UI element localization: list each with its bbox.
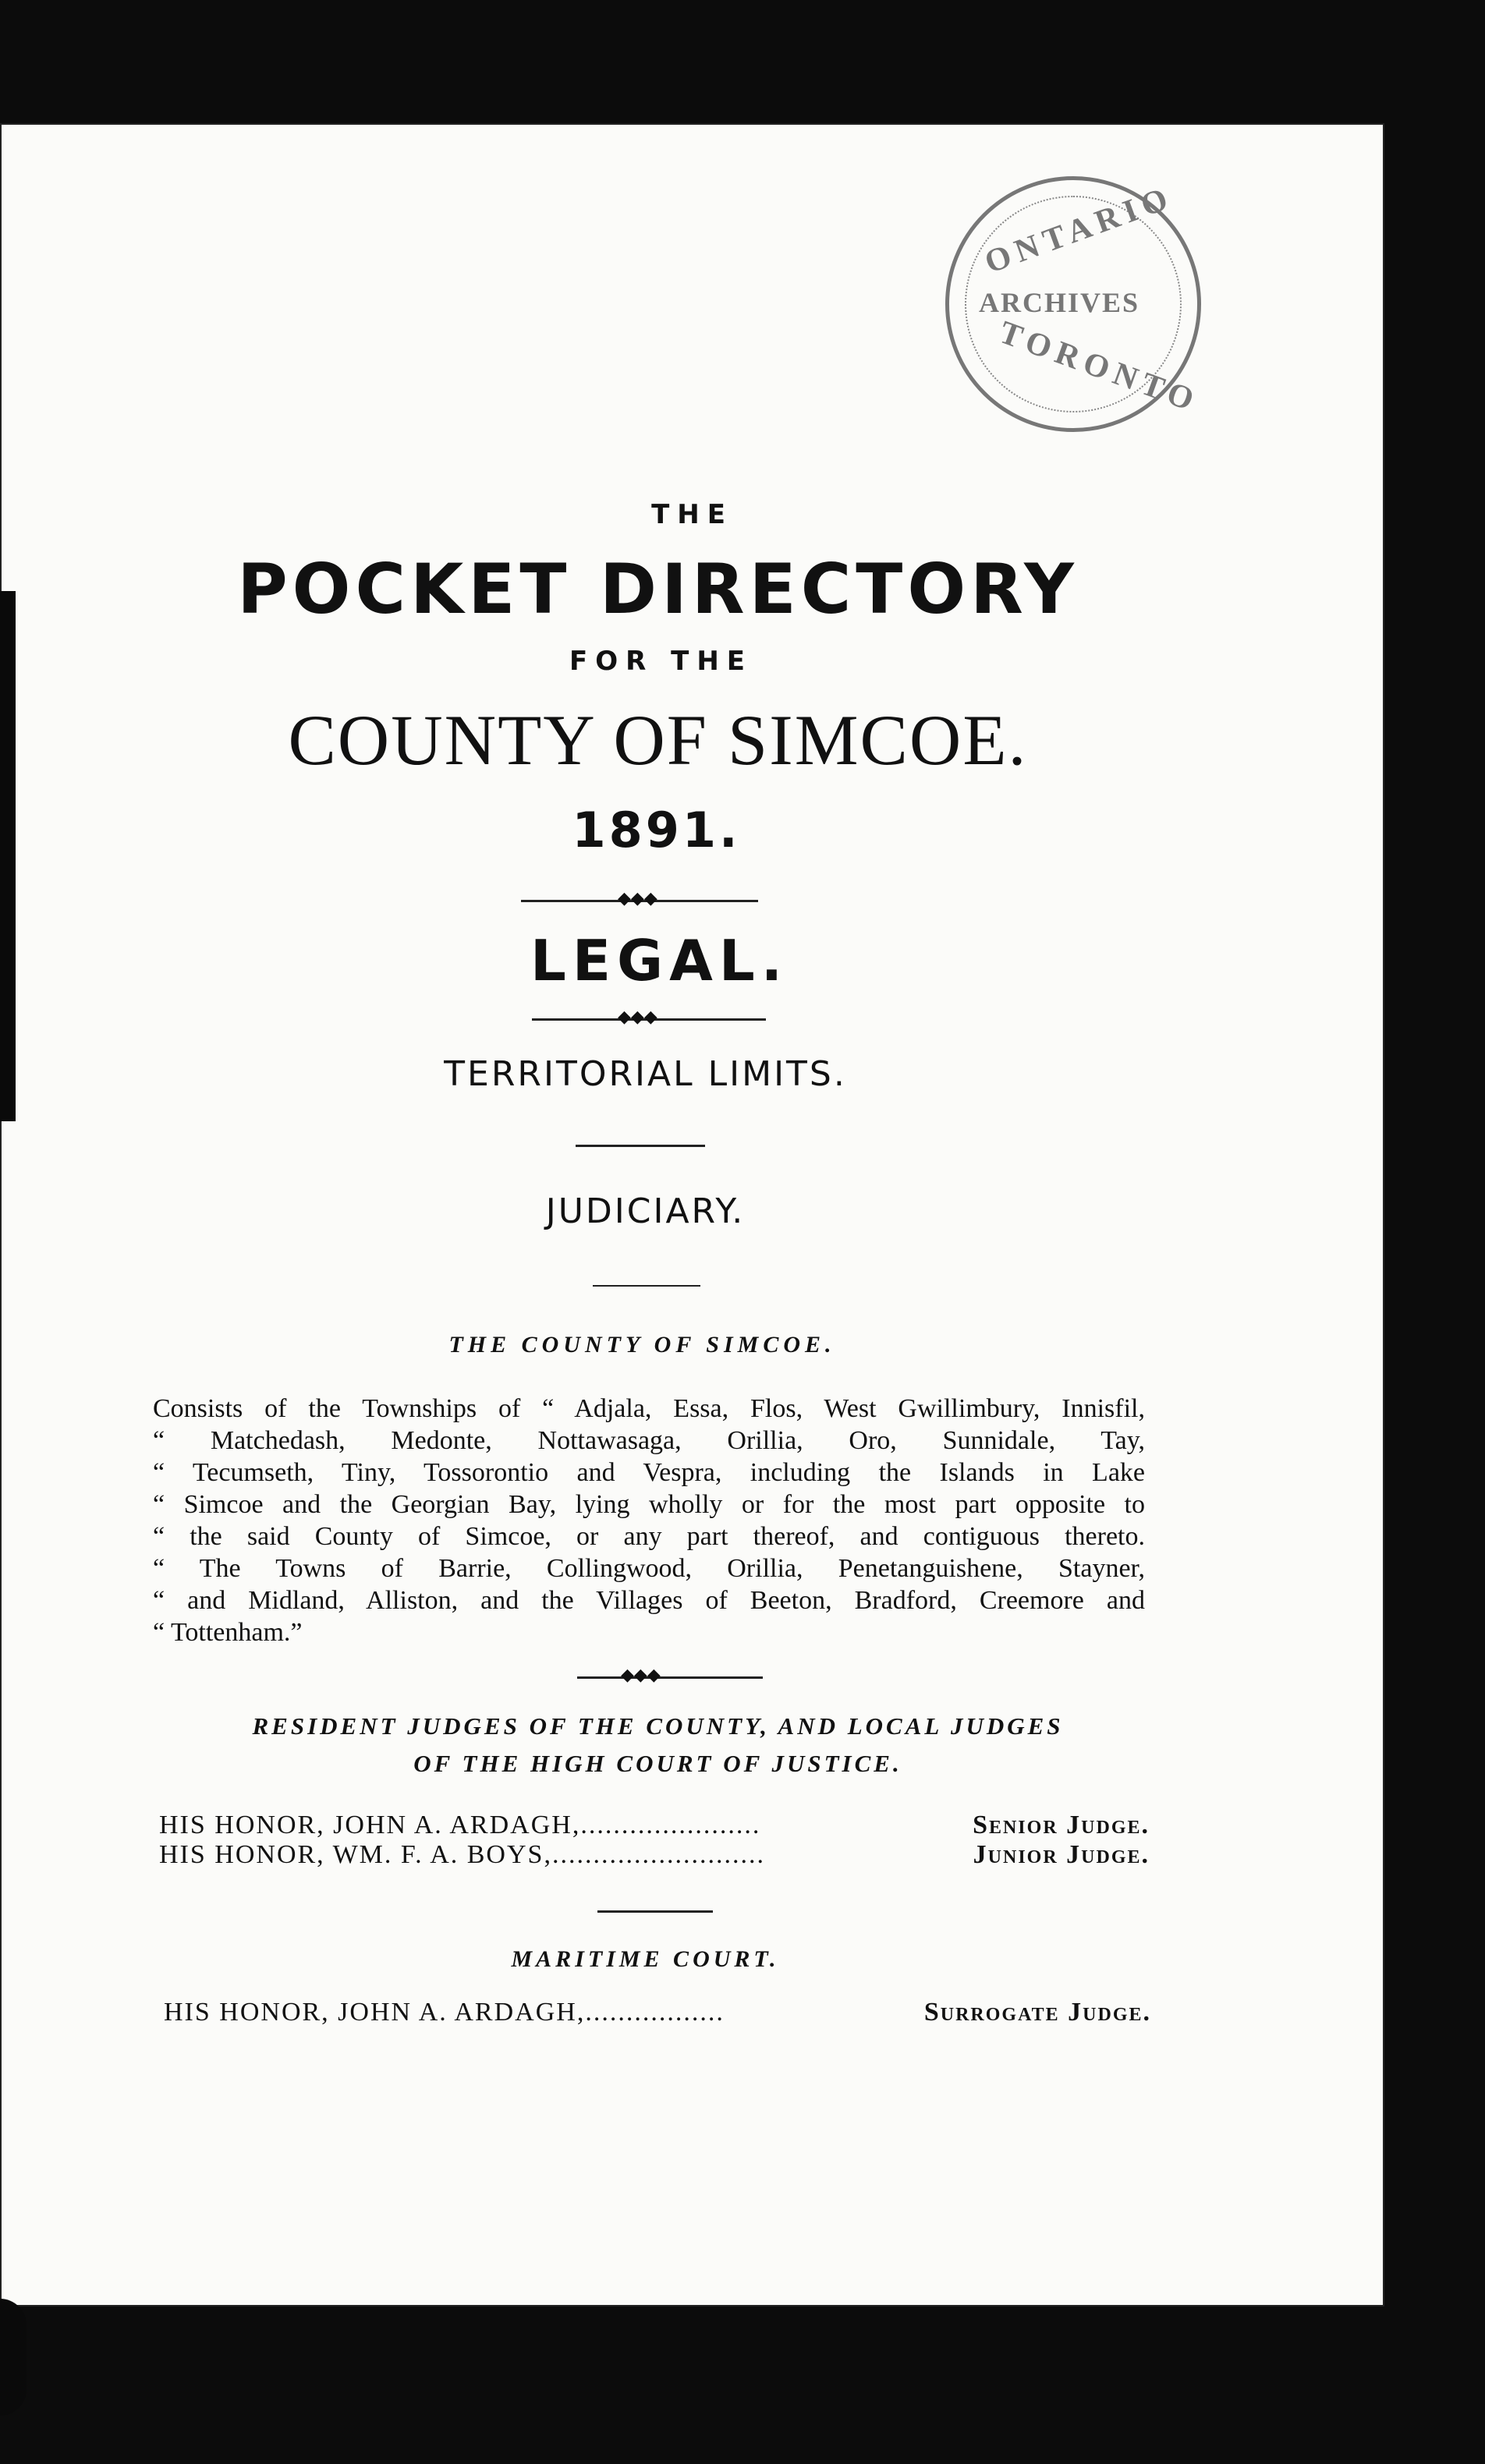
county-description-line: “ Simcoe and the Georgian Bay, lying wholly or for the most part opposite to [153, 1490, 1145, 1519]
title-pocket-directory: POCKET DIRECTORY [237, 549, 1079, 629]
judge-title: Senior Judge. [973, 1811, 1150, 1839]
county-description-line: “ the said County of Simcoe, or any part thereof, and contiguous thereto. [153, 1522, 1145, 1551]
leader-dots: .......................... [551, 1840, 765, 1869]
judge-row-junior [159, 1840, 1150, 1870]
county-description-line: “ The Towns of Barrie, Collingwood, Orillia, Penetanguishene, Stayner, [153, 1554, 1145, 1583]
ornament-diamonds: ◆◆◆ [618, 889, 657, 908]
stamp-text-bottom: TORONTO [994, 314, 1204, 420]
judge-name: HIS HONOR, JOHN A. ARDAGH, [164, 1998, 586, 2027]
title-year: 1891. [572, 802, 741, 859]
county-description-line: “ Tottenham.” [153, 1618, 303, 1647]
county-description-line: “ Matchedash, Medonte, Nottawasaga, Orillia, Oro, Sunnidale, Tay, [153, 1426, 1145, 1455]
judge-name: HIS HONOR, WM. F. A. BOYS, [159, 1840, 552, 1869]
resident-judges-heading [0, 1708, 1350, 1783]
county-description-line: “ Tecumseth, Tiny, Tossorontio and Vespra, including the Islands in Lake [153, 1458, 1145, 1487]
county-description-line: “ and Midland, Alliston, and the Villages of Beeton, Bradford, Creemore and [153, 1586, 1145, 1615]
stamp-text-middle: ARCHIVES [979, 287, 1140, 318]
section-territorial-limits: TERRITORIAL LIMITS. [444, 1054, 847, 1094]
ornament-diamonds: ◆◆◆ [618, 1007, 657, 1027]
divider-rule [576, 1145, 705, 1147]
leader-dots: ................. [585, 1998, 725, 2027]
title-county: COUNTY OF SIMCOE. [288, 700, 1028, 780]
judge-name: HIS HONOR, JOHN A. ARDAGH, [159, 1811, 581, 1839]
binding-shadow-lower [0, 2299, 27, 2416]
section-legal: LEGAL. [530, 928, 789, 993]
ornament-rule [577, 1676, 763, 1679]
title-for-the: FOR THE [569, 646, 753, 677]
archives-stamp [945, 176, 1204, 432]
ornament-diamonds: ◆◆◆ [621, 1666, 661, 1685]
title-the: THE [651, 499, 733, 530]
stamp-text-top: ONTARIO [980, 179, 1178, 281]
maritime-court-heading: MARITIME COURT. [511, 1946, 780, 1972]
resident-judges-heading-line1: RESIDENT JUDGES OF THE COUNTY, AND LOCAL JUDGES [252, 1712, 1064, 1740]
judge-row-surrogate [164, 1998, 1151, 2027]
judge-row-senior [159, 1811, 1150, 1840]
divider-rule [593, 1285, 700, 1287]
leader-dots: ...................... [580, 1811, 761, 1839]
judge-title: Surrogate Judge. [923, 1998, 1151, 2027]
divider-rule [597, 1910, 713, 1913]
county-heading: THE COUNTY OF SIMCOE. [448, 1332, 836, 1358]
county-description-line: Consists of the Townships of “ Adjala, Essa, Flos, West Gwillimbury, Innisfil, [153, 1394, 1145, 1423]
county-description [153, 1393, 1145, 1648]
section-judiciary: JUDICIARY. [545, 1191, 746, 1231]
judge-title: Junior Judge. [973, 1840, 1150, 1869]
resident-judges-heading-line2: OF THE HIGH COURT OF JUSTICE. [413, 1750, 902, 1777]
